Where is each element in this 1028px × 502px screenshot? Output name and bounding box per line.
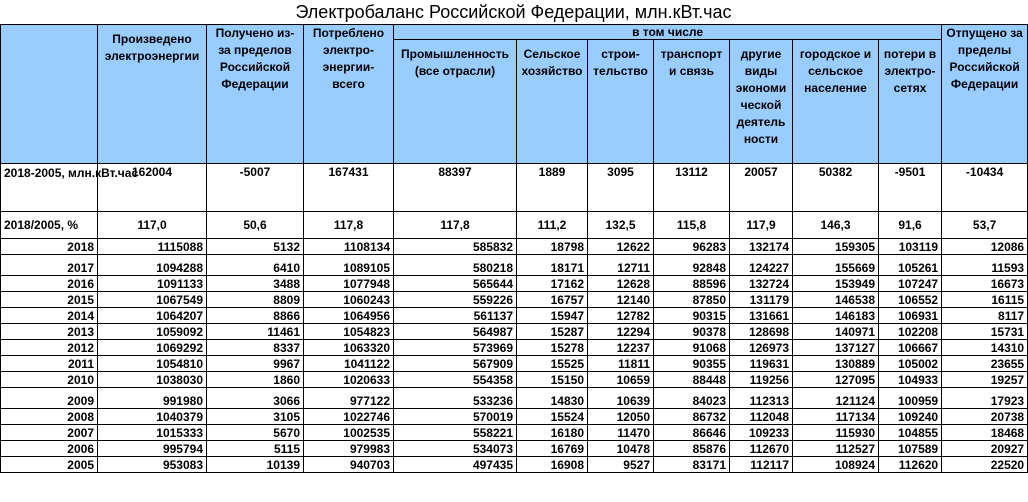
table-row xyxy=(1,292,1028,308)
value-cell: 107589 xyxy=(879,441,942,457)
value-cell: 558221 xyxy=(394,425,517,441)
value-cell: 570019 xyxy=(394,409,517,425)
value-cell: 8809 xyxy=(207,292,304,308)
value-cell: 107247 xyxy=(879,276,942,292)
value-cell: 14830 xyxy=(517,388,588,409)
value-cell: 497435 xyxy=(394,457,517,473)
value-cell: 146538 xyxy=(793,292,879,308)
value-cell: 12140 xyxy=(588,292,654,308)
value-cell: 12782 xyxy=(588,308,654,324)
value-cell: 534073 xyxy=(394,441,517,457)
value-cell: 9527 xyxy=(588,457,654,473)
value-cell: 88448 xyxy=(654,372,730,388)
summary-cell: 111,2 xyxy=(517,212,588,239)
value-cell: 1077948 xyxy=(304,276,394,292)
header-corner xyxy=(1,25,98,164)
header-construction: строи-тельство xyxy=(588,40,654,164)
value-cell: 121124 xyxy=(793,388,879,409)
year-cell: 2013 xyxy=(1,324,98,340)
value-cell: 15278 xyxy=(517,340,588,356)
value-cell: 90378 xyxy=(654,324,730,340)
value-cell: 10639 xyxy=(588,388,654,409)
value-cell: 1067549 xyxy=(98,292,207,308)
table-row xyxy=(1,409,1028,425)
summary-cell: 91,6 xyxy=(879,212,942,239)
value-cell: 90315 xyxy=(654,308,730,324)
value-cell: 10139 xyxy=(207,457,304,473)
summary-cell: 117,0 xyxy=(98,212,207,239)
value-cell: 11470 xyxy=(588,425,654,441)
value-cell: 16180 xyxy=(517,425,588,441)
table-row xyxy=(1,308,1028,324)
year-cell: 2011 xyxy=(1,356,98,372)
year-cell: 2007 xyxy=(1,425,98,441)
header-produced: Произведено электроэнергии xyxy=(98,25,207,164)
summary-cell: -10434 xyxy=(942,164,1028,212)
year-cell: 2018 xyxy=(1,239,98,255)
value-cell: 3105 xyxy=(207,409,304,425)
table-row xyxy=(1,425,1028,441)
table-row xyxy=(1,276,1028,292)
value-cell: 16757 xyxy=(517,292,588,308)
value-cell: 12628 xyxy=(588,276,654,292)
table-row xyxy=(1,388,1028,409)
value-cell: 17162 xyxy=(517,276,588,292)
header-other: другие виды экономи ческой деятель ности xyxy=(730,40,793,164)
value-cell: 108924 xyxy=(793,457,879,473)
value-cell: 16115 xyxy=(942,292,1028,308)
value-cell: 106667 xyxy=(879,340,942,356)
value-cell: 1041122 xyxy=(304,356,394,372)
value-cell: 8866 xyxy=(207,308,304,324)
value-cell: 1060243 xyxy=(304,292,394,308)
value-cell: 131179 xyxy=(730,292,793,308)
value-cell: 86732 xyxy=(654,409,730,425)
header-consumed: Потреблено электро-энергии-всего xyxy=(304,25,394,164)
value-cell: 6410 xyxy=(207,255,304,276)
value-cell: 1860 xyxy=(207,372,304,388)
summary-cell: 53,7 xyxy=(942,212,1028,239)
value-cell: 5132 xyxy=(207,239,304,255)
value-cell: 119256 xyxy=(730,372,793,388)
year-cell: 2010 xyxy=(1,372,98,388)
value-cell: 11593 xyxy=(942,255,1028,276)
value-cell: 12294 xyxy=(588,324,654,340)
value-cell: 15524 xyxy=(517,409,588,425)
value-cell: 126973 xyxy=(730,340,793,356)
summary-cell: 20057 xyxy=(730,164,793,212)
header-row-top xyxy=(1,25,1028,40)
year-cell: 2008 xyxy=(1,409,98,425)
value-cell: 109233 xyxy=(730,425,793,441)
summary-row-diff xyxy=(1,164,1028,212)
value-cell: 533236 xyxy=(394,388,517,409)
summary-cell: 117,8 xyxy=(304,212,394,239)
header-industry: Промышленность (все отрасли) xyxy=(394,40,517,164)
summary-cell: 50,6 xyxy=(207,212,304,239)
value-cell: 559226 xyxy=(394,292,517,308)
value-cell: 86646 xyxy=(654,425,730,441)
value-cell: 96283 xyxy=(654,239,730,255)
value-cell: 564987 xyxy=(394,324,517,340)
value-cell: 112620 xyxy=(879,457,942,473)
value-cell: 1040379 xyxy=(98,409,207,425)
value-cell: 104933 xyxy=(879,372,942,388)
year-cell: 2009 xyxy=(1,388,98,409)
value-cell: 127095 xyxy=(793,372,879,388)
value-cell: 1020633 xyxy=(304,372,394,388)
summary-cell: 117,9 xyxy=(730,212,793,239)
value-cell: 23655 xyxy=(942,356,1028,372)
value-cell: 16769 xyxy=(517,441,588,457)
summary-cell: 132,5 xyxy=(588,212,654,239)
value-cell: 567909 xyxy=(394,356,517,372)
year-rows xyxy=(1,239,1028,473)
table-row xyxy=(1,255,1028,276)
value-cell: 10659 xyxy=(588,372,654,388)
value-cell: 132174 xyxy=(730,239,793,255)
header-exported: Отпущено за пределы Российской Федерации xyxy=(942,25,1028,164)
value-cell: 90355 xyxy=(654,356,730,372)
value-cell: 22520 xyxy=(942,457,1028,473)
value-cell: 20738 xyxy=(942,409,1028,425)
value-cell: 104855 xyxy=(879,425,942,441)
value-cell: 561137 xyxy=(394,308,517,324)
value-cell: 14310 xyxy=(942,340,1028,356)
value-cell: 580218 xyxy=(394,255,517,276)
header-losses: потери в электро-сетях xyxy=(879,40,942,164)
value-cell: 1002535 xyxy=(304,425,394,441)
value-cell: 19257 xyxy=(942,372,1028,388)
value-cell: 20927 xyxy=(942,441,1028,457)
value-cell: 1022746 xyxy=(304,409,394,425)
value-cell: 115930 xyxy=(793,425,879,441)
year-cell: 2014 xyxy=(1,308,98,324)
value-cell: 132724 xyxy=(730,276,793,292)
value-cell: 977122 xyxy=(304,388,394,409)
table-row xyxy=(1,324,1028,340)
year-cell: 2012 xyxy=(1,340,98,356)
value-cell: 124227 xyxy=(730,255,793,276)
value-cell: 17923 xyxy=(942,388,1028,409)
value-cell: 1094288 xyxy=(98,255,207,276)
value-cell: 15947 xyxy=(517,308,588,324)
value-cell: 1063320 xyxy=(304,340,394,356)
value-cell: 953083 xyxy=(98,457,207,473)
value-cell: 18798 xyxy=(517,239,588,255)
value-cell: 153949 xyxy=(793,276,879,292)
value-cell: 940703 xyxy=(304,457,394,473)
value-cell: 15731 xyxy=(942,324,1028,340)
value-cell: 5670 xyxy=(207,425,304,441)
value-cell: 117134 xyxy=(793,409,879,425)
value-cell: 585832 xyxy=(394,239,517,255)
table-row xyxy=(1,441,1028,457)
year-cell: 2017 xyxy=(1,255,98,276)
value-cell: 15150 xyxy=(517,372,588,388)
value-cell: 159305 xyxy=(793,239,879,255)
summary-cell: 117,8 xyxy=(394,212,517,239)
value-cell: 3066 xyxy=(207,388,304,409)
value-cell: 102208 xyxy=(879,324,942,340)
year-cell: 2006 xyxy=(1,441,98,457)
summary-cell: 50382 xyxy=(793,164,879,212)
value-cell: 87850 xyxy=(654,292,730,308)
table-row xyxy=(1,372,1028,388)
summary-cell: 115,8 xyxy=(654,212,730,239)
value-cell: 12050 xyxy=(588,409,654,425)
value-cell: 1108134 xyxy=(304,239,394,255)
header-transport: транспорт и связь xyxy=(654,40,730,164)
year-cell: 2005 xyxy=(1,457,98,473)
value-cell: 155669 xyxy=(793,255,879,276)
value-cell: 18468 xyxy=(942,425,1028,441)
value-cell: 88596 xyxy=(654,276,730,292)
summary-cell: 1889 xyxy=(517,164,588,212)
value-cell: 16673 xyxy=(942,276,1028,292)
table-row xyxy=(1,340,1028,356)
header-including: в том числе xyxy=(394,25,942,40)
value-cell: 137127 xyxy=(793,340,879,356)
value-cell: 112670 xyxy=(730,441,793,457)
value-cell: 1064956 xyxy=(304,308,394,324)
value-cell: 1089105 xyxy=(304,255,394,276)
header-agriculture: Сельское хозяйство xyxy=(517,40,588,164)
value-cell: 1059092 xyxy=(98,324,207,340)
header-received: Получено из-за пределов Российской Федерации xyxy=(207,25,304,164)
value-cell: 565644 xyxy=(394,276,517,292)
value-cell: 1054810 xyxy=(98,356,207,372)
value-cell: 18171 xyxy=(517,255,588,276)
value-cell: 112527 xyxy=(793,441,879,457)
value-cell: 112117 xyxy=(730,457,793,473)
value-cell: 109240 xyxy=(879,409,942,425)
value-cell: 92848 xyxy=(654,255,730,276)
value-cell: 1064207 xyxy=(98,308,207,324)
value-cell: 573969 xyxy=(394,340,517,356)
value-cell: 8337 xyxy=(207,340,304,356)
value-cell: 3488 xyxy=(207,276,304,292)
table-row xyxy=(1,356,1028,372)
value-cell: 995794 xyxy=(98,441,207,457)
value-cell: 106931 xyxy=(879,308,942,324)
value-cell: 119631 xyxy=(730,356,793,372)
value-cell: 5115 xyxy=(207,441,304,457)
value-cell: 1091133 xyxy=(98,276,207,292)
value-cell: 1069292 xyxy=(98,340,207,356)
summary-cell: 3095 xyxy=(588,164,654,212)
value-cell: 12237 xyxy=(588,340,654,356)
value-cell: 91068 xyxy=(654,340,730,356)
value-cell: 11461 xyxy=(207,324,304,340)
value-cell: 9967 xyxy=(207,356,304,372)
value-cell: 103119 xyxy=(879,239,942,255)
value-cell: 1038030 xyxy=(98,372,207,388)
header-population: городское и сельское население xyxy=(793,40,879,164)
table-title: Электробаланс Российской Федерации, млн.кВт.час xyxy=(295,2,732,22)
value-cell: 100959 xyxy=(879,388,942,409)
summary-cell: 13112 xyxy=(654,164,730,212)
summary-cell: 146,3 xyxy=(793,212,879,239)
electricity-balance-table xyxy=(0,24,1028,473)
summary-label: 2018/2005, % xyxy=(1,212,98,239)
value-cell: 131661 xyxy=(730,308,793,324)
value-cell: 1054823 xyxy=(304,324,394,340)
value-cell: 146183 xyxy=(793,308,879,324)
value-cell: 106552 xyxy=(879,292,942,308)
summary-cell: 167431 xyxy=(304,164,394,212)
value-cell: 1015333 xyxy=(98,425,207,441)
value-cell: 12711 xyxy=(588,255,654,276)
value-cell: 105261 xyxy=(879,255,942,276)
value-cell: 10478 xyxy=(588,441,654,457)
value-cell: 128698 xyxy=(730,324,793,340)
value-cell: 85876 xyxy=(654,441,730,457)
value-cell: 140971 xyxy=(793,324,879,340)
value-cell: 112313 xyxy=(730,388,793,409)
summary-row-ratio xyxy=(1,212,1028,239)
summary-cell: -9501 xyxy=(879,164,942,212)
value-cell: 15287 xyxy=(517,324,588,340)
value-cell: 12622 xyxy=(588,239,654,255)
summary-cell: 88397 xyxy=(394,164,517,212)
value-cell: 8117 xyxy=(942,308,1028,324)
value-cell: 554358 xyxy=(394,372,517,388)
value-cell: 130889 xyxy=(793,356,879,372)
value-cell: 16908 xyxy=(517,457,588,473)
summary-cell: -5007 xyxy=(207,164,304,212)
value-cell: 83171 xyxy=(654,457,730,473)
summary-label: 2018-2005, млн.кВт.час xyxy=(1,164,98,212)
value-cell: 991980 xyxy=(98,388,207,409)
table-row xyxy=(1,239,1028,255)
value-cell: 15525 xyxy=(517,356,588,372)
value-cell: 105002 xyxy=(879,356,942,372)
value-cell: 112048 xyxy=(730,409,793,425)
table-row xyxy=(1,457,1028,473)
value-cell: 84023 xyxy=(654,388,730,409)
value-cell: 11811 xyxy=(588,356,654,372)
year-cell: 2016 xyxy=(1,276,98,292)
value-cell: 12086 xyxy=(942,239,1028,255)
value-cell: 1115088 xyxy=(98,239,207,255)
summary-cell: 162004 xyxy=(98,164,207,212)
year-cell: 2015 xyxy=(1,292,98,308)
value-cell: 979983 xyxy=(304,441,394,457)
